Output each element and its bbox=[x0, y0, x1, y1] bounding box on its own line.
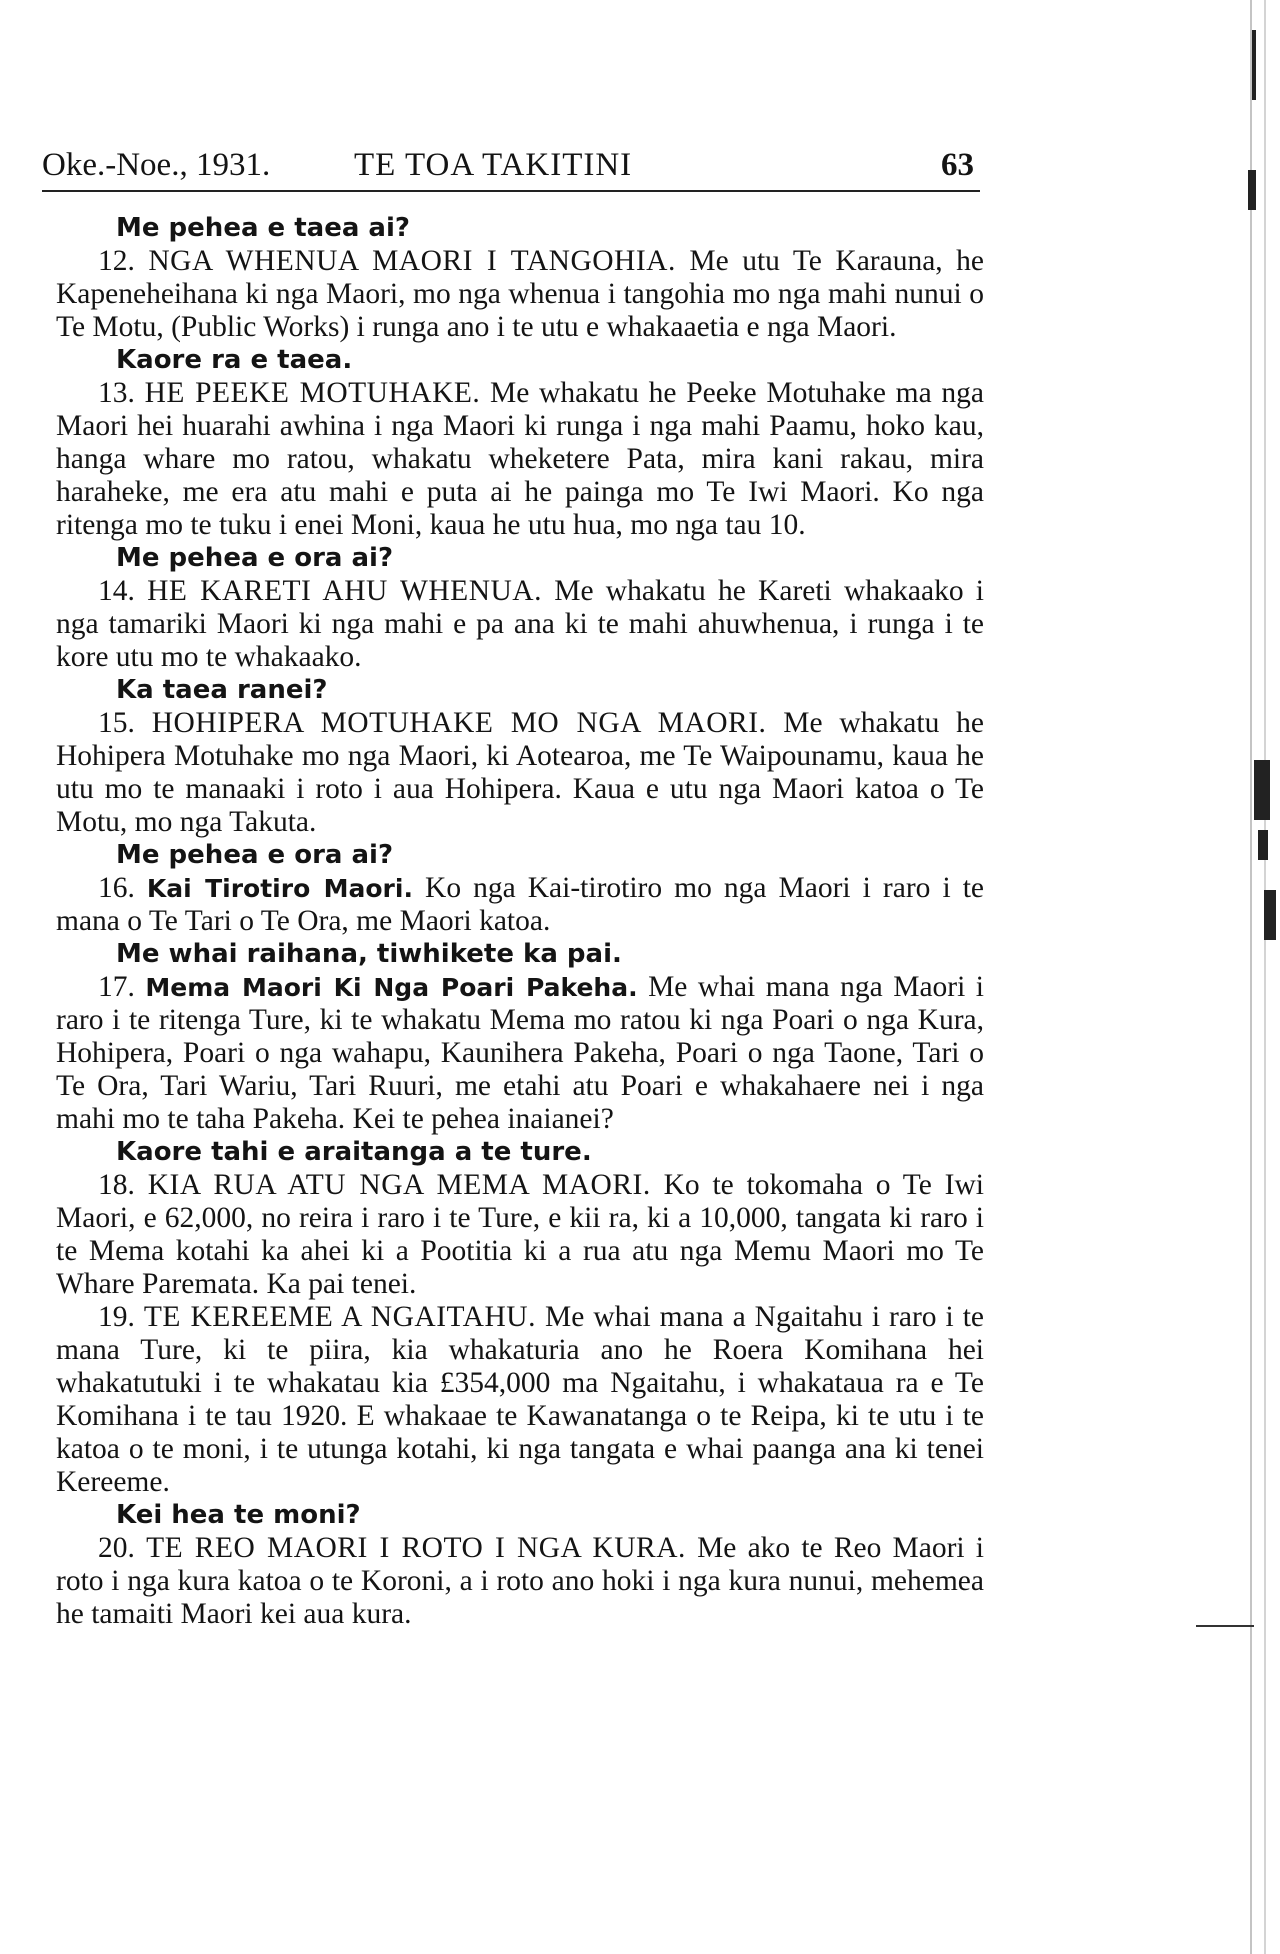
issue-date: Oke.-Noe., 1931. bbox=[42, 147, 271, 183]
numbered-paragraph bbox=[56, 245, 984, 344]
paragraph-text: Me whai mana a Ngaitahu i raro i te mana Ture, ki te piira, kia whakaturia ano he Roera Komihana hei whakatutuki i te whakatau kia £354,000 ma Ngaitahu, i whakataua ra e Te Komihana i te tau 1920. E whakaae te Kawanatanga o te Reipa, ki te utu i te katoa o te moni, i te utunga kotahi, ki nga tangata e whai paanga ana ki tenei Kereeme. bbox=[56, 1301, 985, 1498]
numbered-paragraph bbox=[56, 1301, 984, 1499]
page-header bbox=[42, 142, 980, 192]
paragraph-heading: Mema Maori Ki Nga Poari Pakeha. bbox=[145, 973, 638, 1002]
paragraph-text: Ko te tokomaha o Te Iwi Maori, e 62,000, no reira i raro i te Ture, e kii ra, ki a 10,000, tangata ki raro i te Mema kotahi ka ahei ki a Pootitia ki a rua atu nga Memu Maori mo Te Whare Paremata. Ka pai tenei. bbox=[56, 1169, 985, 1300]
paragraph-text: Ko nga Kai-tirotiro mo nga Maori i raro i te mana o Te Tari o Te Ora, me Maori katoa. bbox=[56, 872, 984, 937]
numbered-paragraph bbox=[56, 971, 984, 1136]
question-line: Ka taea ranei? bbox=[116, 675, 328, 705]
paragraph-heading: KIA RUA ATU NGA MEMA MAORI. bbox=[147, 1169, 651, 1201]
numbered-paragraph bbox=[56, 872, 984, 938]
paragraph-number: 17. bbox=[98, 971, 135, 1003]
paragraph-number: 13. bbox=[98, 377, 135, 409]
paragraph-text: Me whai mana nga Maori i raro i te ritenga Ture, ki te whakatu Mema mo ratou ki nga Poari o nga Kura, Hohipera, Poari o nga wahapu, Kaunihera Pakeha, Poari o nga Taone, Tari o Te Ora, Tari Wariu, Tari Ruuri, me etahi atu Poari e whakahaere nei i nga mahi mo te taha Pakeha. Kei te pehea inaianei? bbox=[56, 971, 984, 1135]
paragraph-number: 15. bbox=[98, 707, 135, 739]
question-line: Me pehea e ora ai? bbox=[116, 543, 394, 573]
paragraph-text: Me whakatu he Hohipera Motuhake mo nga Maori, ki Aotearoa, me Te Waipounamu, kaua he utu mo te manaaki i roto i aua Hohipera. Kaua e utu nga Maori katoa o Te Motu, mo nga Takuta. bbox=[56, 707, 985, 838]
page-number: 63 bbox=[941, 147, 974, 183]
numbered-paragraph bbox=[56, 575, 984, 674]
paragraph-number: 12. bbox=[98, 245, 135, 277]
numbered-paragraph bbox=[56, 377, 984, 542]
binding-edge-marks bbox=[1244, 0, 1280, 1954]
question-line: Me pehea e ora ai? bbox=[116, 840, 394, 870]
paragraph-heading: HE PEEKE MOTUHAKE. bbox=[144, 377, 481, 409]
paragraph-number: 16. bbox=[98, 872, 135, 904]
paragraph-heading: TE REO MAORI I ROTO I NGA KURA. bbox=[146, 1532, 686, 1564]
numbered-paragraph bbox=[56, 1532, 984, 1631]
paragraph-number: 20. bbox=[98, 1532, 135, 1564]
paragraph-heading: TE KEREEME A NGAITAHU. bbox=[143, 1301, 536, 1333]
paragraph-number: 14. bbox=[98, 575, 135, 607]
margin-dash bbox=[1196, 1625, 1254, 1627]
question-line: Me pehea e taea ai? bbox=[116, 213, 410, 243]
question-line: Kei hea te moni? bbox=[116, 1500, 361, 1530]
paragraph-heading: HE KARETI AHU WHENUA. bbox=[147, 575, 542, 607]
numbered-paragraph bbox=[56, 707, 984, 839]
paragraph-number: 19. bbox=[98, 1301, 135, 1333]
paragraph-text: Me whakatu he Kareti whakaako i nga tamariki Maori ki nga mahi e pa ana ki te mahi ahuwhenua, i runga i te kore utu mo te whakaako. bbox=[56, 575, 984, 673]
question-line: Me whai raihana, tiwhikete ka pai. bbox=[116, 939, 622, 969]
question-line: Kaore ra e taea. bbox=[116, 345, 353, 375]
paragraph-heading: Kai Tirotiro Maori. bbox=[146, 874, 413, 903]
paragraph-heading: HOHIPERA MOTUHAKE MO NGA MAORI. bbox=[151, 707, 767, 739]
paragraph-text: Me ako te Reo Maori i roto i nga kura katoa o te Koroni, a i roto ano hoki i nga kura nunui, mehemea he tamaiti Maori kei aua kura. bbox=[56, 1532, 985, 1630]
paragraph-number: 18. bbox=[98, 1169, 135, 1201]
paragraph-heading: NGA WHENUA MAORI I TANGOHIA. bbox=[148, 245, 676, 277]
paragraph-text: Me utu Te Karauna, he Kapeneheihana ki nga Maori, mo nga whenua i tangohia mo nga mahi nunui o Te Motu, (Public Works) i runga ano i te utu e whakaaetia e nga Maori. bbox=[56, 245, 985, 343]
article-body bbox=[56, 212, 984, 1631]
question-line: Kaore tahi e araitanga a te ture. bbox=[116, 1137, 592, 1167]
paragraph-text: Me whakatu he Peeke Motuhake ma nga Maori hei huarahi awhina i nga Maori ki runga i nga mahi Paamu, hoko kau, hanga whare mo ratou, whakatu wheketere Pata, mira kani rakau, mira haraheke, me era atu mahi e puta ai he painga mo Te Iwi Maori. Ko nga ritenga mo te tuku i enei Moni, kaua he utu hua, mo nga tau 10. bbox=[56, 377, 985, 541]
publication-title: TE TOA TAKITINI bbox=[354, 147, 633, 183]
numbered-paragraph bbox=[56, 1169, 984, 1301]
